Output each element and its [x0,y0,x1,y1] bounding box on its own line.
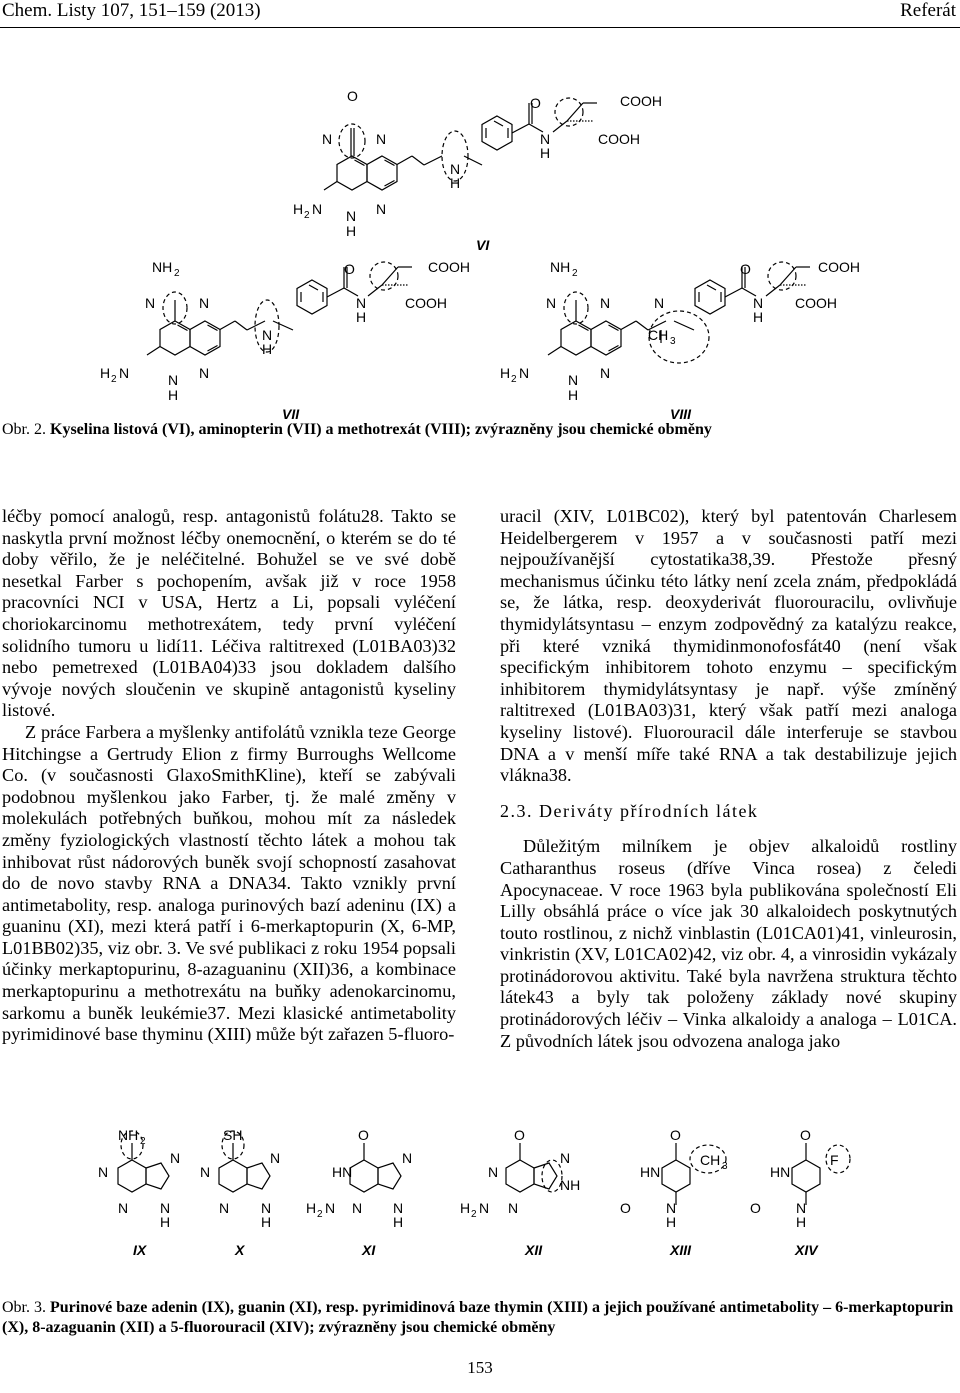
svg-text:NH: NH [560,1177,581,1193]
svg-text:O: O [514,1127,525,1143]
figure-3-caption-prefix: Obr. 3. [2,1299,46,1316]
figure-2-caption-prefix: Obr. 2. [2,421,46,438]
svg-text:COOH: COOH [795,295,837,311]
svg-text:N: N [796,1200,807,1216]
svg-text:N: N [352,1200,363,1216]
svg-text:N: N [219,1200,230,1216]
label-XII: XII [525,1242,543,1258]
svg-text:H: H [753,309,764,325]
svg-text:N: N [270,1150,281,1166]
svg-text:N: N [199,295,210,311]
svg-text:N: N [160,1200,171,1216]
svg-text:O: O [670,1127,681,1143]
svg-text:N: N [508,1200,519,1216]
label-IX: IX [133,1242,147,1258]
svg-text:N: N [488,1164,499,1180]
svg-text:COOH: COOH [428,259,470,275]
svg-text:2: 2 [572,268,578,279]
svg-text:N: N [200,1164,211,1180]
figure-2-caption [2,420,957,440]
svg-text:O: O [620,1200,631,1216]
svg-text:N: N [600,295,611,311]
svg-text:2: 2 [317,1209,323,1220]
svg-text:N: N [261,1200,272,1216]
svg-text:2: 2 [471,1209,477,1220]
svg-text:NH: NH [152,259,173,275]
svg-text:O: O [358,1127,369,1143]
svg-text:N: N [654,295,665,311]
svg-text:2: 2 [304,210,310,221]
svg-text:O: O [344,261,355,277]
svg-text:N: N [346,208,357,224]
svg-text:H: H [293,201,304,217]
svg-text:COOH: COOH [620,93,662,109]
svg-text:N: N [753,295,764,311]
svg-text:N: N [546,295,557,311]
right-column [500,506,957,1052]
left-column [2,506,456,1046]
svg-text:2: 2 [111,374,117,385]
svg-text:N: N [322,131,333,147]
svg-text:H: H [261,1214,272,1230]
right-paragraph-2: Důležitým milníkem je objev alkaloidů rostliny Catharanthus roseus (dříve Vinca rosea) z čeledi Apocynaceae. V roce 1963 byla publikována společností Eli Lilly obsáhlá práce o více jak 30 alkaloidech poskytnutých touto rostlinou, z nichž vinblastin (L01CA01)41, vinleurosin, vinkristin (XV, L01CA02)42, viz obr. 4, a vinrosidin vykázaly protinádorovou aktivitu. Také byla navržena struktura těchto látek43 a byly tak položeny základy nové skupiny protinádorových léčiv – Vinka alkaloidy a analoga – L01CA. Z původních látek jsou odvozena analoga jako [500,836,957,1051]
svg-text:H: H [540,145,551,161]
svg-text:O: O [530,95,541,111]
svg-text:N: N [519,365,530,381]
svg-text:N: N [568,372,579,388]
svg-text:N: N [262,327,273,343]
svg-text:H: H [306,1200,317,1216]
svg-text:H: H [262,341,273,357]
svg-text:H: H [100,365,111,381]
svg-text:H: H [460,1200,471,1216]
left-paragraph-1: léčby pomocí analogů, resp. antagonistů folátu28. Takto se naskytla první možnost léčby onemocnění, o kterém se do té doby věřilo, že je neléčitelné. Bohužel se ve své době nesetkal Farber s pochopením, avšak již v roce 1958 pracovníci NCI v USA, Hertz a Li, popsali vyléčení choriokarcinomu methotrexátem, tedy první vyléčení solidního tumoru u lidí11. Léčiva raltitrexed (L01BA03)32 nebo pemetrexed (L01BA04)33 jsou dokladem dalšího vývoje nových sloučenin ve skupině antagonistů kyseliny listové. [2,506,456,721]
svg-text:H: H [450,175,461,191]
svg-text:NH: NH [550,259,571,275]
svg-text:H: H [356,309,367,325]
svg-text:N: N [450,161,461,177]
svg-text:N: N [376,131,387,147]
svg-text:N: N [393,1200,404,1216]
svg-text:HN: HN [640,1164,661,1180]
svg-text:H: H [568,387,579,403]
svg-text:H: H [160,1214,171,1230]
svg-text:N: N [356,295,367,311]
svg-text:NH: NH [118,1127,139,1143]
svg-text:F: F [830,1152,839,1168]
svg-text:H: H [168,387,179,403]
svg-text:N: N [540,131,551,147]
svg-text:COOH: COOH [818,259,860,275]
svg-text:2: 2 [511,374,517,385]
svg-text:CH: CH [648,327,669,343]
svg-text:H: H [393,1214,404,1230]
svg-text:N: N [600,365,611,381]
svg-text:N: N [170,1150,181,1166]
svg-text:COOH: COOH [405,295,447,311]
svg-text:VIII: VIII [670,406,692,422]
svg-text:N: N [666,1200,677,1216]
svg-text:H: H [346,223,357,239]
svg-text:N: N [199,365,210,381]
svg-text:N: N [402,1150,413,1166]
svg-text:N: N [98,1164,109,1180]
section-title: 2.3. Deriváty přírodních látek [500,800,759,821]
section-name: Referát [900,0,956,21]
svg-text:VII: VII [282,406,300,422]
svg-text:HN: HN [332,1164,353,1180]
left-paragraph-2: Z práce Farbera a myšlenky antifolátů vznikla teze George Hitchingse a Gertrudy Elion z firmy Burroughs Wellcome Co. (v současnosti GlaxoSmithKline), kteří se zabývali podobnou myšlenkou jako Farber, tj. že malé změny v molekulách potřebných buňkou, mohou mít za následek změny fyziologických vlastností těchto látek a mohou tak inhibovat růst nádorových buněk svojí schopností zasahovat do de novo stavby RNA a DNA34. Takto vznikly první antimetabolity, resp. analoga purinových bazí adeninu (IX) a guaninu (XI), mezi která patří i 6-merkaptopurin (X, 6-MP, L01BB02)35, viz obr. 3. Ve své publikaci z roku 1954 popsali účinky merkaptopurinu, 8-azaguaninu (XII)36, a kombinace merkaptopurinu a methotrexátu na buňky adenokarcinomu, sarkomu a buněk leukémie37. Mezi klasické antimetabolity pyrimidinové base thyminu (XIII) může být zařazen 5-fluoro- [2,721,456,1045]
svg-text:COOH: COOH [598,131,640,147]
label-X: X [235,1242,245,1258]
svg-text:CH: CH [700,1152,721,1168]
svg-text:N: N [119,365,130,381]
svg-text:N: N [168,372,179,388]
svg-text:3: 3 [670,336,676,347]
header-rule [0,27,960,28]
svg-text:O: O [800,1127,811,1143]
svg-text:N: N [479,1200,490,1216]
label-XIV: XIV [795,1242,818,1258]
svg-text:O: O [750,1200,761,1216]
svg-text:3: 3 [722,1161,728,1172]
svg-text:2: 2 [174,268,180,279]
svg-text:N: N [118,1200,129,1216]
figure-2-structures [0,36,960,436]
svg-text:N: N [560,1150,571,1166]
figure-3-caption [2,1298,957,1338]
label-XI: XI [362,1242,376,1258]
right-paragraph-1: uracil (XIV, L01BC02), který byl patentován Charlesem Heidelbergerem v 1957 a v současnosti patří mezi nejpoužívanější cytostatika38,39. Přestože přesný mechanismus účinku této látky není zcela znám, předpokládá se, že látka, resp. deoxyderivát fluorouracilu, ovlivňuje thymidylátsyntasu – enzym zodpovědný za katalýzu reakce, při které vzniká thymidinmonofosfát40 (není však specifickým inhibitorem tohoto enzymu – specifickým inhibitorem thymidylátsyntasy je např. výše zmíněný raltitrexed (L01BA03)31, který však patří mezi analoga kyseliny listové). Fluorouracil dále interferuje se stavbou DNA a v menší míře také RNA a tak destabilizuje jejich vlákna38. [500,506,957,786]
label-XIII: XIII [670,1242,692,1258]
svg-text:N: N [376,201,387,217]
page-number: 153 [467,1358,493,1377]
svg-text:H: H [500,365,511,381]
figure-2-caption-text: Kyselina listová (VI), aminopterin (VII) a methotrexát (VIII); zvýrazněny jsou chemické obměny [50,421,712,438]
journal-citation: Chem. Listy 107, 151–159 (2013) [2,0,261,21]
svg-text:HN: HN [770,1164,791,1180]
figure-3-structures [0,1115,960,1285]
svg-text:O: O [347,88,358,104]
svg-text:H: H [666,1214,677,1230]
svg-text:2: 2 [140,1136,146,1147]
svg-text:O: O [740,261,751,277]
svg-text:SH: SH [223,1127,243,1143]
svg-text:N: N [325,1200,336,1216]
figure-3-caption-text: Purinové baze adenin (IX), guanin (XI), resp. pyrimidinová baze thymin (XIII) a jejich používané antimetabolity – 6-merkaptopurin (X), 8-azaguanin (XII) a 5-fluorouracil (XIV); zvýrazněny jsou chemické obměny [2,1299,954,1336]
svg-text:VI: VI [476,237,490,253]
svg-text:H: H [796,1214,807,1230]
svg-text:N: N [312,201,323,217]
running-header [0,0,960,26]
svg-text:N: N [145,295,156,311]
